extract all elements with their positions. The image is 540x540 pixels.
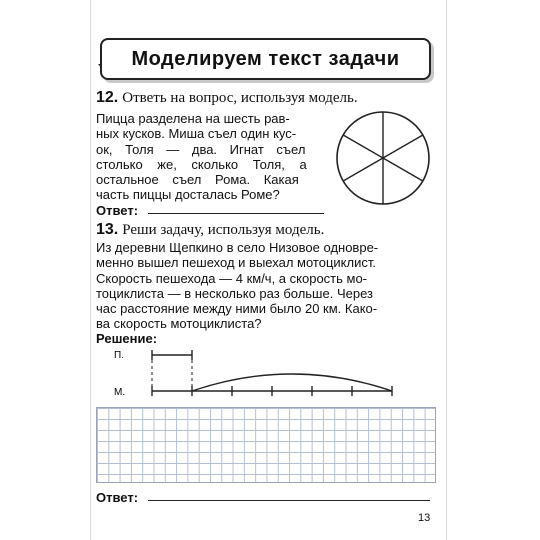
task-13-text bbox=[96, 240, 378, 332]
task-13-heading bbox=[96, 221, 324, 239]
task-13-number: 13. bbox=[96, 221, 119, 238]
task-13-line: тоциклиста — в несколько раз больше. Через bbox=[96, 285, 373, 301]
solution-label: Решение: bbox=[96, 331, 158, 346]
task-13-line: Из деревни Щепкино в село Низовое одновре- bbox=[96, 240, 379, 255]
page-number: 13 bbox=[418, 512, 431, 524]
motorcyclist-label: М. bbox=[114, 387, 126, 398]
task-12-number: 12. bbox=[96, 89, 119, 106]
task-12-answer-label: Ответ: bbox=[96, 203, 139, 218]
task-12-text bbox=[96, 111, 307, 203]
task-12-heading bbox=[96, 89, 358, 107]
task-12-line: ок, Толя — два. Игнат съел bbox=[96, 141, 306, 157]
page-left-edge bbox=[90, 0, 91, 540]
task-12-line: остальное съел Рома. Какая bbox=[96, 172, 299, 188]
task-13-line: Скорость пешехода — 4 км/ч, а скорость мо- bbox=[96, 270, 368, 286]
pizza-slice-line bbox=[343, 135, 383, 158]
page-title: Моделируем текст задачи bbox=[131, 47, 400, 70]
task-12-line: часть пиццы досталась Роме? bbox=[96, 187, 280, 203]
task-13-line: менно вышел пешеход и выехал мотоциклист. bbox=[96, 255, 376, 271]
pizza-model bbox=[335, 110, 431, 206]
task-13-answer-label: Ответ: bbox=[96, 490, 139, 505]
pizza-slice-line bbox=[383, 158, 423, 181]
movement-diagram bbox=[110, 345, 400, 403]
task-13-answer-line[interactable] bbox=[148, 500, 430, 501]
pizza-slice-lines bbox=[343, 112, 423, 204]
solution-grid[interactable] bbox=[96, 407, 436, 483]
task-12-line: ных кусков. Миша съел один кус- bbox=[96, 126, 297, 142]
task-13-line: ва скорость мотоциклиста? bbox=[96, 316, 262, 332]
task-13-instruction: Реши задачу, используя модель. bbox=[122, 222, 325, 238]
distance-arc bbox=[192, 374, 392, 391]
header-banner bbox=[100, 38, 431, 80]
pedestrian-label: П. bbox=[114, 350, 124, 361]
task-12-answer-line[interactable] bbox=[148, 213, 324, 214]
pizza-slice-line bbox=[343, 158, 383, 181]
task-12-line: Пицца разделена на шесть рав- bbox=[96, 111, 290, 126]
pizza-slice-line bbox=[383, 135, 423, 158]
task-12-instruction: Ответь на вопрос, используя модель. bbox=[122, 90, 358, 106]
task-13-line: час расстояние между ними было 20 км. Како- bbox=[96, 301, 378, 317]
page-right-edge bbox=[446, 0, 447, 540]
task-12-line: столько же, сколько Толя, а bbox=[96, 156, 307, 172]
